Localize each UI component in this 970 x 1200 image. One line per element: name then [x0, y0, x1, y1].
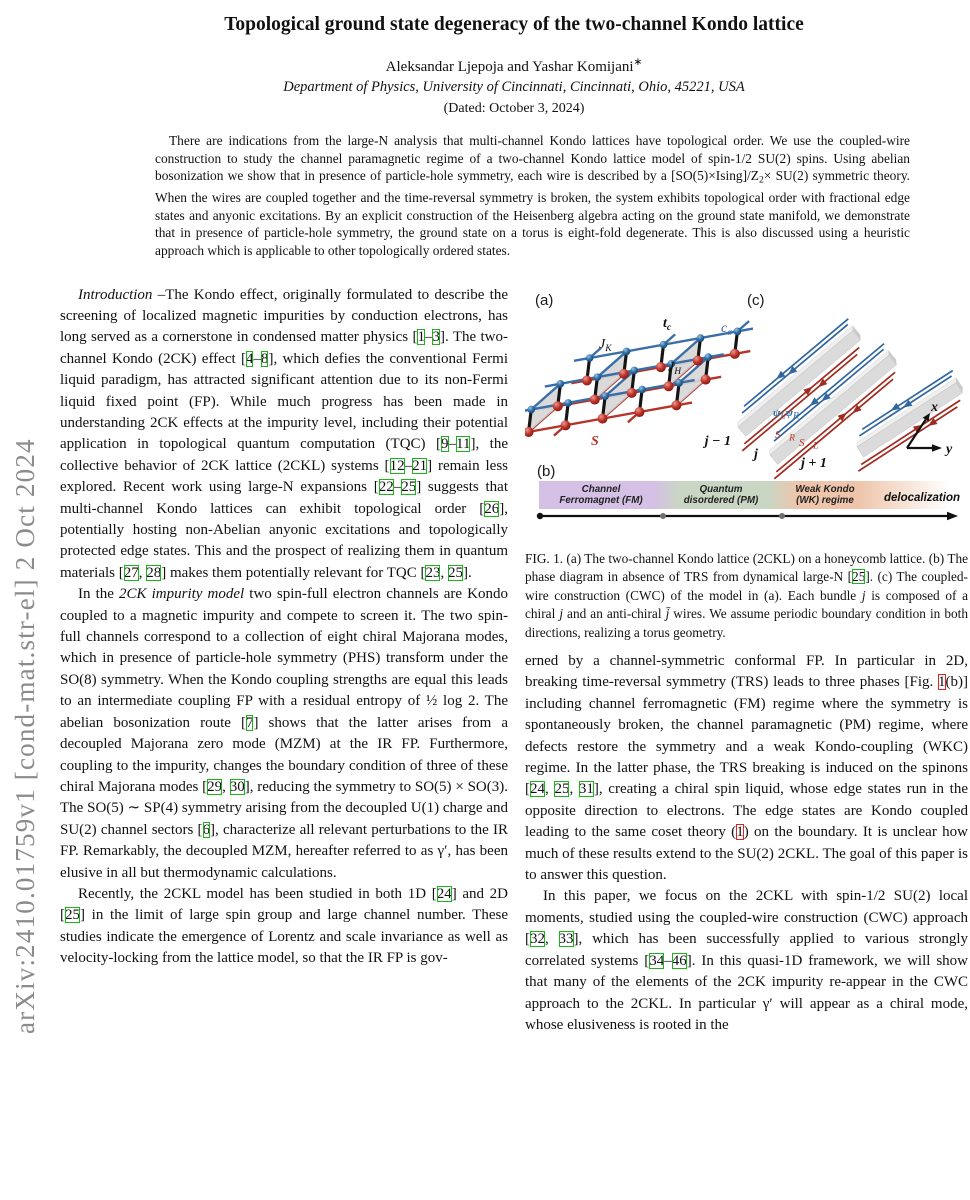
- text-segment: –: [448, 436, 457, 453]
- text-segment: ] remain less explored. Recent work using large-N expansions [: [60, 457, 509, 496]
- figure-1-graphic: [525, 285, 968, 535]
- heisenberg-jh-label: $J_H$: [668, 359, 682, 377]
- panel-b-label: (b): [537, 462, 556, 480]
- paper-content: [60, 0, 968, 1170]
- spin-left-mover-label: S⃗L: [799, 436, 819, 452]
- text-segment: –The Kondo effect, originally formulated to describe the screening of localized magnetic impurities by conduction electrons, has long served as a cornerstone in condensed matter physics [: [60, 286, 508, 346]
- citation-link[interactable]: 31: [578, 781, 594, 798]
- phase-fm-label-line1: Channel: [581, 483, 621, 495]
- text-segment: ], creating a chiral spin liquid, whose edge states run in the opposite direction to electrons. The edge states are Kondo coupled leading to the same coset theory (: [525, 781, 968, 841]
- text-segment: ], characterize all relevant perturbations to the IR FP. Remarkably, the decoupled MZM, hereafter referred to as γ′, has been elusive in all but thermodynamic calculations.: [60, 821, 508, 881]
- text-segment: There are indications from the large-N analysis that multi-channel Kondo lattices have topological order. We use the coupled-wire construction to study the channel paramagnetic regime of a two-channel Kondo lattice model of spin-1/2 SU(2) spins. Using abelian bosonization we show that in presence of particle-hole symmetry, each wire is described by a [SO(5)×Ising]/Z: [155, 133, 910, 184]
- text-segment: Recently, the 2CKL model has been studied in both 1D [: [78, 885, 437, 902]
- cross-reference-link[interactable]: 1: [938, 674, 946, 691]
- text-segment: wires. We assume periodic boundary condition in both directions, realizing a torus geometry.: [525, 606, 968, 640]
- text-segment: (b)] including channel ferromagnetic (FM) regime where the symmetry is spontaneously broken, the channel paramagnetic (PM) regime, where defects restore the symmetry and a weak Kondo-coupling (WKC) regime. In the latter phase, the TRS breaking is induced on the spinons [: [525, 674, 968, 798]
- electron-c-sigma-label: $c_\sigma$: [721, 320, 732, 338]
- text-segment: × SU(2) symmetric theory. When the wires are coupled together and the time-reversal symmetry is broken, the system exhibits topological order with fractional edge states and anyonic excitations. By an explicit construction of the Heisenberg algebra acting on the ground state manifold, we demonstrate that in presence of particle-hole symmetry, the ground state on a torus is eight-fold degenerate. This is also discussed using a heuristic approach which is applicable to other topologically ordered states.: [155, 168, 910, 258]
- abstract: [155, 132, 910, 260]
- text-segment: ]. The two-channel Kondo (2CK) effect [: [60, 329, 508, 367]
- text-segment: ,: [545, 781, 555, 798]
- text-segment: ) on the boundary. It is unclear how much of these results extend to the SU(2) 2CKL. The goal of this paper is to answer this question.: [525, 824, 968, 884]
- phase-boundary-dot-1: [660, 513, 666, 519]
- citation-link[interactable]: 29: [207, 778, 223, 795]
- text-segment: ]. In this quasi-1D framework, we will show that many of the elements of the 2CK impurity re-appear in the CWC approach to the 2CKL. In particular γ′ will appear as a chiral mode, whose elusiveness is rooted in the: [525, 952, 968, 1033]
- text-segment: –: [424, 329, 433, 346]
- citation-link[interactable]: 25: [554, 781, 570, 798]
- citation-link[interactable]: 34: [649, 952, 665, 969]
- affiliation-line: Department of Physics, University of Cincinnati, Cincinnati, Ohio, 45221, USA: [283, 79, 745, 95]
- text-segment: ] in the limit of large spin group and large channel number. These studies indicate the emergence of Lorentz and scale invariance as well as velocity-locking from the lattice model, so that the IR FP is gov-: [60, 907, 508, 967]
- citation-link[interactable]: 12: [389, 457, 405, 474]
- date-line: (Dated: October 3, 2024): [443, 101, 585, 116]
- phase-diagram: [537, 481, 960, 520]
- spin-right-mover-label: S⃗R: [775, 428, 795, 444]
- citation-link[interactable]: 7: [245, 714, 254, 731]
- text-segment: j̄: [665, 606, 670, 622]
- text-segment: –: [393, 479, 402, 496]
- text-segment: ,: [222, 778, 230, 795]
- citation-link[interactable]: 46: [671, 952, 687, 969]
- text-segment: Introduction: [78, 286, 153, 303]
- author-line: [60, 56, 968, 76]
- text-segment: erned by a channel-symmetric conformal FP. In particular in 2D, breaking time-reversal symmetry (TRS) leads to three phases [Fig.: [525, 653, 968, 691]
- citation-link[interactable]: 24: [530, 781, 545, 798]
- paragraph-this-paper: [525, 886, 968, 1036]
- text-segment: ], which defies the conventional Fermi liquid paradigm, has attracted significant attention due to its non-Fermi liquid fixed point (FP). While much progress has been made in understanding 2CK effects at the impurity level, including their potential application in topological quantum computation (TQC) [: [60, 350, 508, 453]
- text-segment: ], the collective behavior of 2CK lattice (2CKL) systems [: [60, 436, 508, 474]
- bundle-j-label: j: [754, 446, 758, 462]
- cross-reference-link[interactable]: 1: [736, 824, 744, 841]
- text-segment: ], potentially hosting non-Abelian anyonic excitations and topologically protected edge states. This and the prospect of realizing them in quantum materials [: [60, 500, 508, 581]
- bundle-j-minus-1-label: j − 1: [704, 433, 731, 449]
- text-segment: ,: [569, 781, 579, 798]
- text-segment: and an anti-chiral: [563, 606, 666, 622]
- text-segment: –: [664, 952, 672, 969]
- axis-x-label: x: [931, 399, 938, 415]
- delocalization-label: delocalization: [883, 491, 961, 504]
- citation-link[interactable]: 27: [123, 564, 139, 581]
- citation-link[interactable]: 25: [852, 569, 866, 585]
- text-segment: 2: [758, 174, 764, 186]
- text-segment: ], reducing the symmetry to SO(5) × SO(3). The SO(5) ∼ SP(4) symmetry arising from the decoupled U(1) charge and SU(2) channel sectors [: [60, 778, 508, 838]
- hopping-tc-label: $t_c$: [663, 315, 672, 333]
- citation-link[interactable]: 33: [558, 931, 574, 948]
- paper-title: Topological ground state degeneracy of the two-channel Kondo lattice: [224, 14, 804, 35]
- paragraph-recent-studies: [60, 884, 508, 970]
- phase-pm-label-line2: disordered (PM): [683, 494, 759, 506]
- author-footnote-mark[interactable]: ∗: [633, 57, 643, 68]
- text-segment: FIG. 1. (a) The two-channel Kondo lattice (2CKL) on a honeycomb lattice. (b) The phase diagram in absence of TRS from dynamical large-N [: [525, 550, 968, 585]
- text-segment: is composed of a chiral: [525, 587, 968, 622]
- citation-link[interactable]: 3: [432, 329, 440, 346]
- arxiv-watermark: arXiv:2410.01759v1 [cond-mat.str-el] 2 Oct 2024: [10, 438, 40, 1034]
- kondo-jk-label: $J_K$: [599, 336, 612, 354]
- text-segment: In the: [78, 586, 120, 603]
- panel-a-label: (a): [535, 291, 554, 309]
- text-segment: –: [404, 457, 413, 474]
- text-segment: ], which has been successfully applied to various strongly correlated systems [: [525, 931, 968, 969]
- citation-link[interactable]: 21: [412, 457, 428, 474]
- citation-link[interactable]: 25: [447, 564, 463, 581]
- citation-link[interactable]: 8: [260, 350, 269, 367]
- phase-boundary-dot-2: [779, 513, 785, 519]
- text-segment: j: [861, 587, 866, 603]
- citation-link[interactable]: 4: [245, 350, 254, 367]
- citation-link[interactable]: 23: [425, 564, 441, 581]
- citation-link[interactable]: 25: [401, 479, 417, 496]
- text-segment: ] shows that the latter arises from a decoupled Majorana zero mode (MZM) at the IR FP. Furthermore, coupling to the impurity, changes the boundary condition of three of these chiral Majorana modes [: [60, 714, 508, 795]
- honeycomb-lattice: [525, 321, 753, 437]
- bundle-j-plus-1-label: j + 1: [801, 455, 827, 471]
- psi-left-right-label: ψLψR: [773, 406, 799, 422]
- phase-fm-label-line2: Ferromagnet (FM): [559, 494, 643, 506]
- phase-axis-origin-dot: [537, 512, 543, 518]
- phase-pm-label-line1: Quantum: [699, 483, 743, 495]
- text-segment: ,: [138, 564, 147, 581]
- author-names: Aleksandar Ljepoja and Yashar Komijani: [385, 59, 634, 75]
- citation-link[interactable]: 22: [378, 479, 394, 496]
- text-segment: ] and 2D [: [60, 885, 508, 924]
- figure-1: [525, 285, 968, 642]
- text-segment: 2CK impurity model: [119, 586, 245, 603]
- text-segment: two spin-full electron channels are Kondo coupled to a magnetic impurity and compete to screen it. The two spin-full channels correspond to a collection of eight chiral Majorana modes, which in presence of particle-hole symmetry (PHS) transform under the SO(8) symmetry. When the Kondo coupling strengths are equal this leads to an intermediate coupling FP with a residual entropy of ½ log 2. The abelian bosonization route [: [60, 586, 509, 731]
- text-segment: In this paper, we focus on the 2CKL with spin-1/2 SU(2) local moments, studied using the coupled-wire construction (CWC) approach [: [525, 888, 968, 948]
- citation-link[interactable]: 11: [456, 436, 471, 453]
- two-column-body: [60, 285, 968, 1170]
- paragraph-three-phases: [525, 651, 968, 886]
- citation-link[interactable]: 32: [530, 931, 545, 948]
- text-segment: ,: [440, 564, 448, 581]
- citation-link[interactable]: 24: [436, 885, 452, 902]
- citation-link[interactable]: 6: [202, 821, 211, 838]
- citation-link[interactable]: 30: [229, 778, 245, 795]
- citation-link[interactable]: 9: [441, 436, 449, 453]
- spin-vector-label: S⃗: [591, 433, 610, 449]
- text-segment: j: [559, 606, 564, 622]
- phase-wk-label-line2: (WK) regime: [796, 494, 854, 506]
- figure-1-caption: [525, 550, 968, 642]
- right-column: [525, 285, 968, 1170]
- citation-link[interactable]: 1: [417, 329, 425, 346]
- text-segment: ] suggests that multi-channel Kondo lattices can exhibit topological order [: [60, 479, 508, 517]
- axis-y-label: y: [946, 441, 953, 457]
- text-segment: ] makes them potentially relevant for TQC [: [161, 564, 426, 581]
- citation-link[interactable]: 25: [65, 907, 80, 924]
- citation-link[interactable]: 26: [484, 500, 500, 517]
- phase-wk-label-line1: Weak Kondo: [795, 483, 855, 495]
- text-segment: –: [253, 350, 261, 367]
- citation-link[interactable]: 28: [146, 564, 162, 581]
- left-column: [60, 285, 508, 1170]
- panel-c-label: (c): [747, 291, 765, 309]
- text-segment: ]. (c) The coupled-wire construction (CWC) of the model in (a). Each bundle: [525, 569, 968, 603]
- paragraph-introduction: [60, 285, 508, 585]
- text-segment: ].: [462, 564, 472, 581]
- text-segment: ,: [545, 931, 559, 948]
- paragraph-2ck-impurity: [60, 584, 508, 884]
